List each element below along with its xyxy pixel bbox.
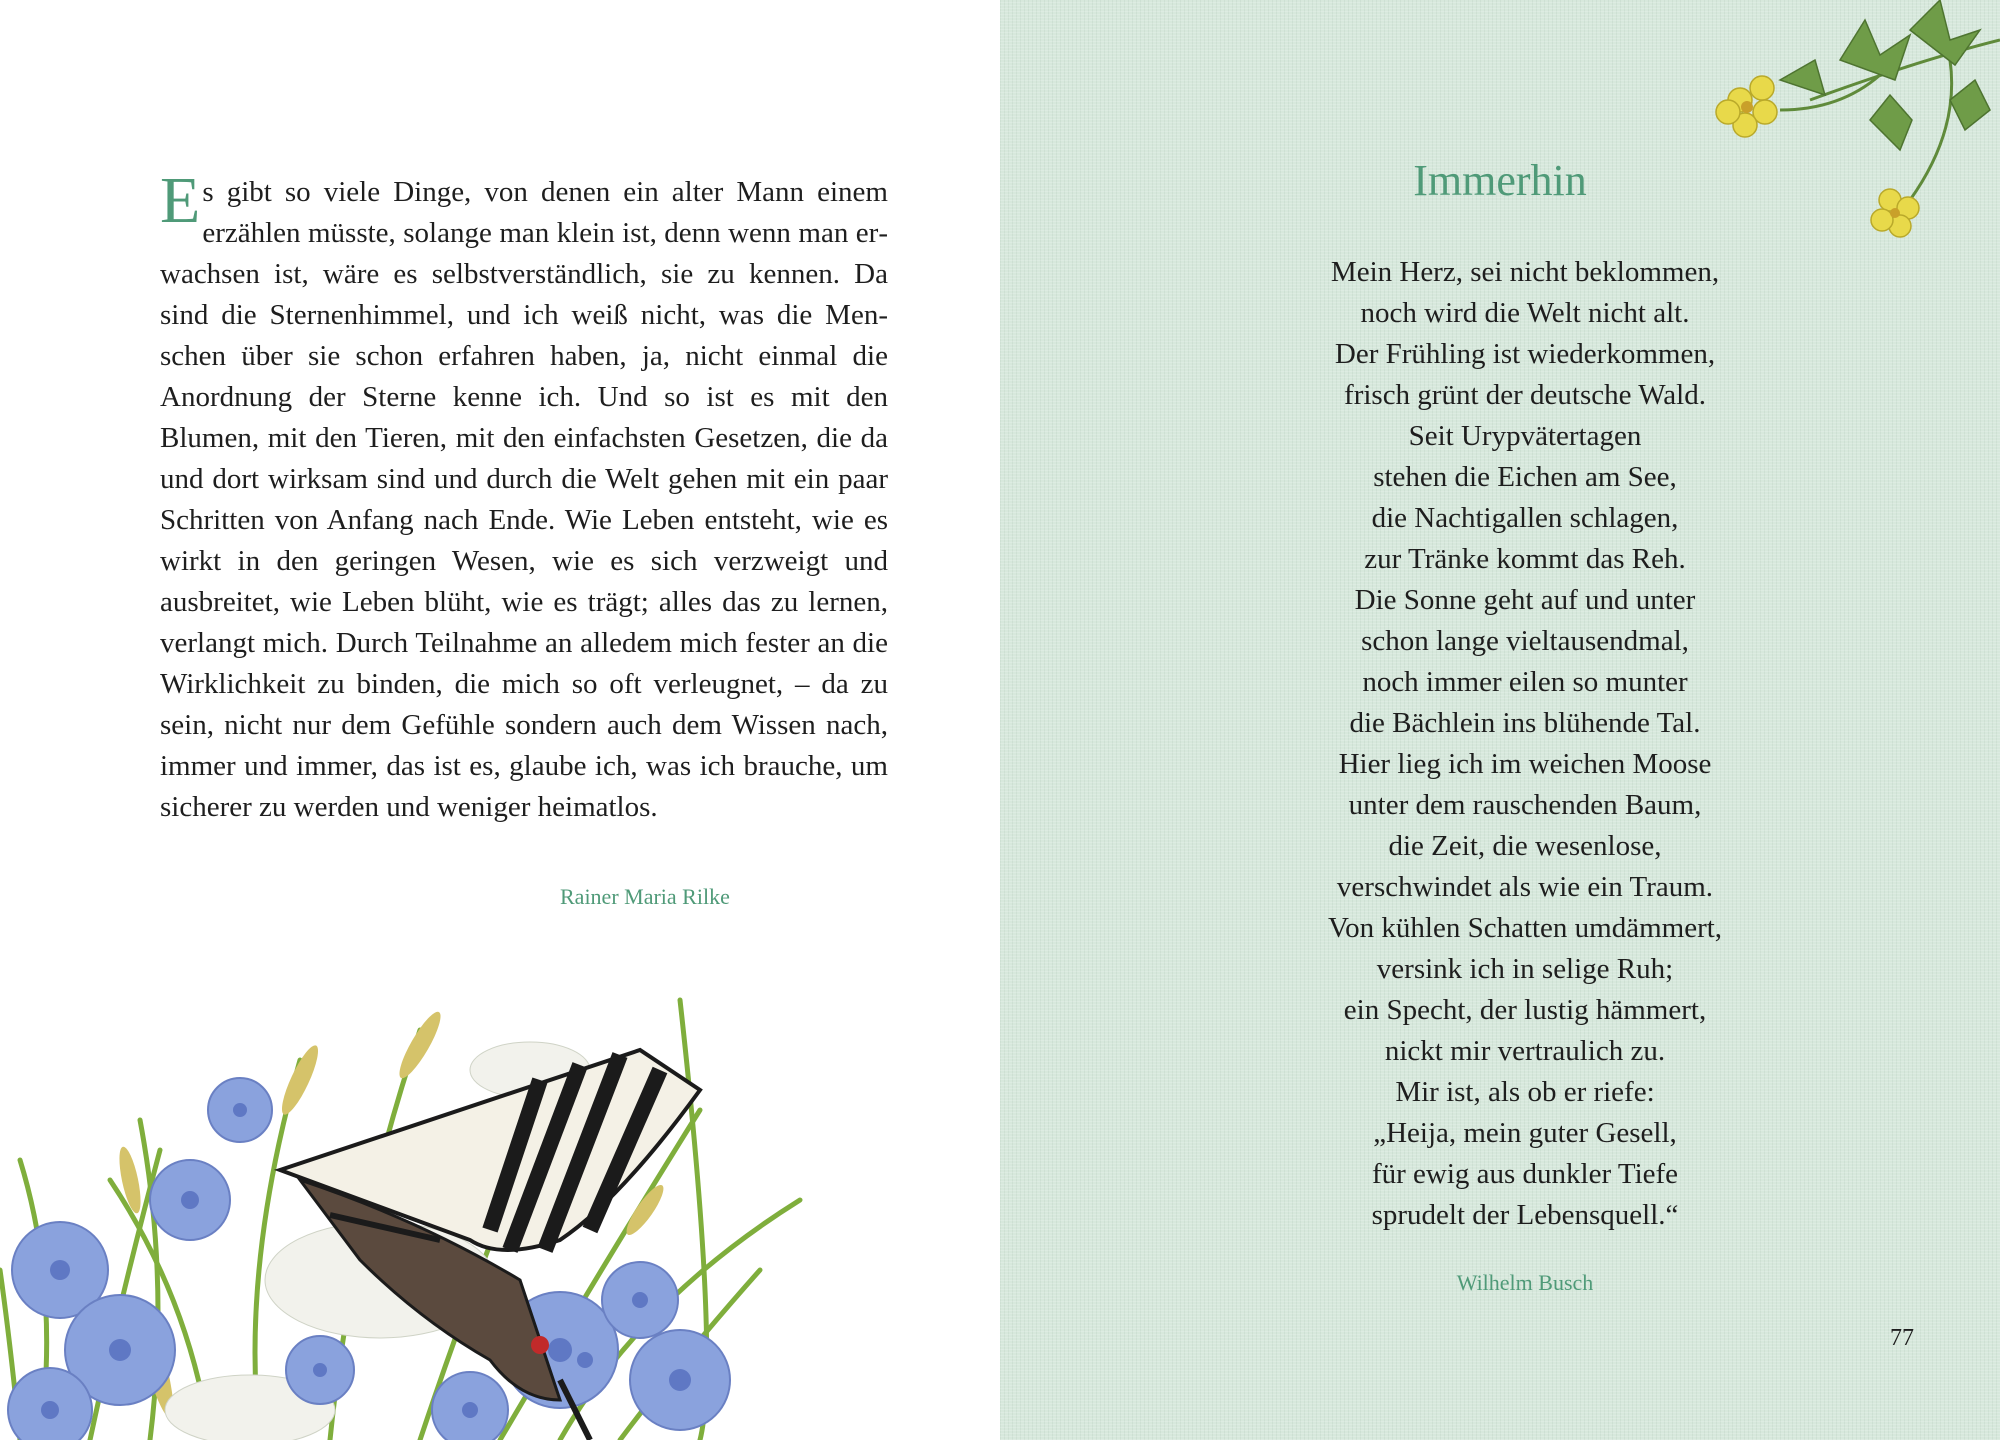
poem-stanza — [1180, 252, 1870, 1236]
poem-line: frisch grünt der deutsche Wald. — [1344, 379, 1706, 411]
poem-line: sprudelt der Lebensquell.“ — [1371, 1199, 1679, 1231]
poem-line: „Heija, mein guter Gesell, — [1373, 1117, 1677, 1149]
meadow-butterfly-illustration — [0, 940, 1000, 1440]
poem-line: Von kühlen Schatten umdämmert, — [1327, 912, 1723, 944]
poem-line: ein Specht, der lustig hämmert, — [1343, 994, 1707, 1026]
poem-line: stehen die Eichen am See, — [1373, 461, 1677, 493]
poem-line: schon lange vieltausendmal, — [1361, 625, 1689, 657]
poem-line: die Bächlein ins blühende Tal. — [1349, 707, 1701, 739]
buttercup-plant-icon — [1650, 0, 2000, 250]
prose-paragraph — [160, 164, 888, 828]
poem-line: Seit Urурvätertagen — [1408, 420, 1642, 452]
prose-text: s gibt so viele Dinge, von denen ein alter Mann einem erzählen müsste, solange man klein ist, denn wenn man erwachsen ist, wäre es selbstverständlich, sie zu kennen. Da sind die Sternenhimmel, und ich weiß nicht, was die Menschen über sie schon erfahren haben, ja, nicht einmal die Anordnung der Sterne kenne ich. Und so ist es mit den Blumen, mit den Tieren, mit den einfachsten Gesetzen, die da und dort wirksam sind und durch die Welt gehen mit ein paar Schritten von Anfang nach Ende. Wie Leben entsteht, wie es wirkt in den geringen Wesen, wie es sich verzweigt und ausbreitet, wie Leben blüht, wie es trägt; alles das zu lernen, verlangt mich. Durch Teilnahme an alledem mich fester an die Wirklichkeit zu binden, die mich so oft verleugnet, – da zu sein, nicht nur dem Gefühle sondern auch dem Wissen nach, immer und immer, das ist es, glaube ich, was ich brauche, um sicherer zu werden und weniger heimatlos. — [160, 176, 888, 823]
poem-line: unter dem rauschenden Baum, — [1348, 789, 1702, 821]
poem-line: nickt mir vertraulich zu. — [1384, 1035, 1666, 1067]
poem-line: noch immer eilen so munter — [1362, 666, 1688, 698]
page-number: 77 — [1890, 1325, 1914, 1351]
poem-line: Mir ist, als ob er riefe: — [1395, 1076, 1655, 1108]
author-busch: Wilhelm Busch — [1456, 1270, 1594, 1295]
poem-title: Immerhin — [1413, 156, 1587, 205]
poem-line: Hier lieg ich im weichen Moose — [1338, 748, 1712, 780]
poem-line: die Nachtigallen schlagen, — [1371, 502, 1679, 534]
drop-cap: E — [160, 164, 201, 237]
poem-line: Mein Herz, sei nicht beklommen, — [1330, 256, 1720, 288]
poem-line: zur Tränke kommt das Reh. — [1364, 543, 1686, 575]
poem-line: versink ich in selige Ruh; — [1376, 953, 1674, 985]
poem-line: noch wird die Welt nicht alt. — [1360, 297, 1690, 329]
poem-line: Die Sonne geht auf und unter — [1354, 584, 1696, 616]
poem-line: Der Frühling ist wiederkommen, — [1334, 338, 1716, 370]
author-rilke: Rainer Maria Rilke — [560, 884, 730, 909]
poem-line: verschwindet als wie ein Traum. — [1336, 871, 1714, 903]
poem-line: für ewig aus dunkler Tiefe — [1371, 1158, 1679, 1190]
poem-line: die Zeit, die wesenlose, — [1388, 830, 1662, 862]
